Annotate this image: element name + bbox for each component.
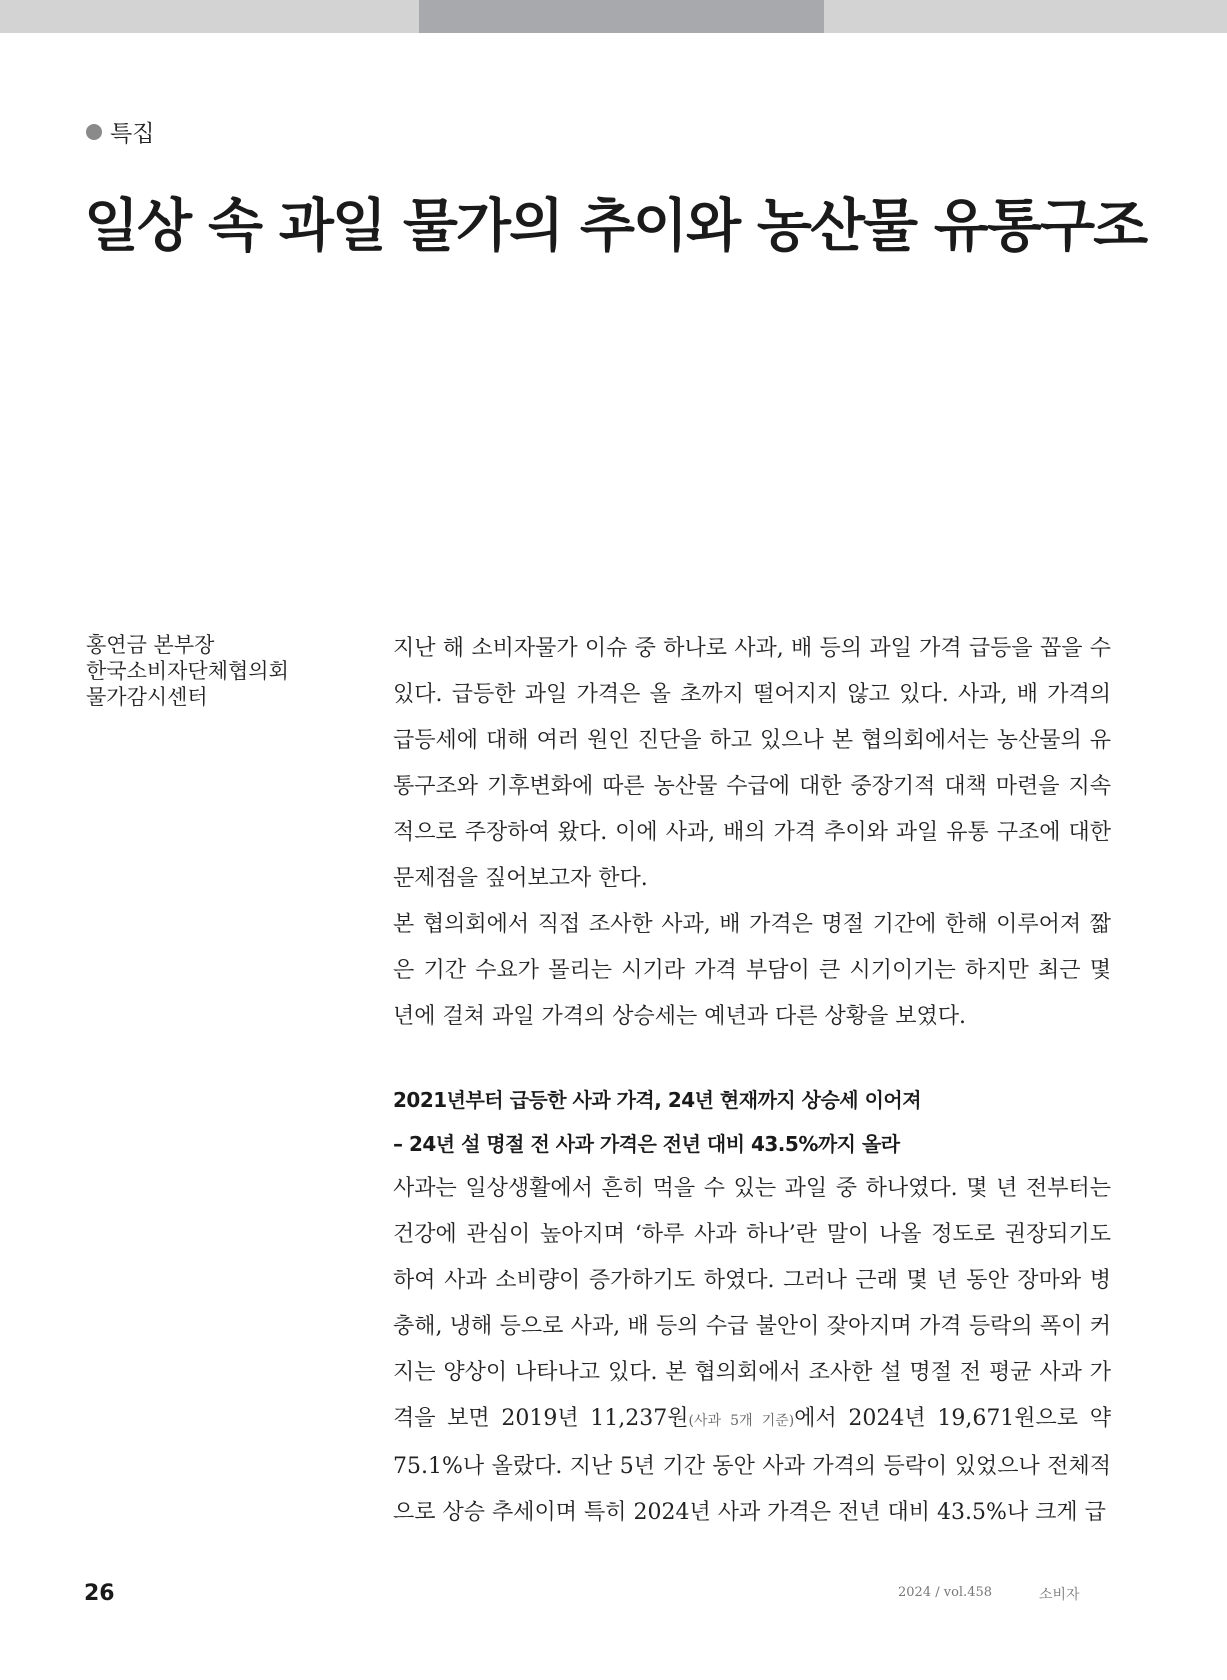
section-tag (86, 115, 154, 148)
subheading: 2021년부터 급등한 사과 가격, 24년 현재까지 상승세 이어져 (393, 1088, 922, 1112)
body-paragraph: 지난 해 소비자물가 이슈 중 하나로 사과, 배 등의 과일 가격 급등을 꼽을 수 있다. 급등한 과일 가격은 올 초까지 떨어지지 않고 있다. 사과, 배 가격의 급등세에 대해 여러 원인 진단을 하고 있으나 본 협의회에서는 농산물의 유통구조와 기후변화에 따른 농산물 수급에 대한 중장기적 대책 마련을 지속적으로 주장하여 왔다. 이에 사과, 배의 가격 추이와 과일 유통 구조에 대한 문제점을 짚어보고자 한다. (393, 636, 1111, 891)
inline-note: (사과 5개 기준) (688, 1413, 795, 1429)
bullet-dot-icon (86, 124, 102, 140)
paragraph-text: 에서 2024년 19,671원으로 약 75.1%나 올랐다. 지난 5년 기간 동안 사과 가격의 등락이 있었으나 전체적으로 상승 추세이며 특히 2024년 사과 가격은 전년 대비 43.5%나 크게 급 (393, 1406, 1111, 1525)
top-color-bar (0, 0, 1227, 33)
author-organization: 한국소비자단체협의회 (86, 659, 289, 683)
body-paragraph (393, 1166, 1111, 1536)
top-color-bar-accent (419, 0, 824, 33)
section-label: 특집 (110, 121, 155, 147)
article-body (393, 626, 1111, 1536)
author-block (86, 632, 289, 710)
magazine-name: 소비자 (1039, 1587, 1080, 1603)
issue-info: 2024 / vol.458 (898, 1585, 993, 1600)
page-title: 일상 속 과일 물가의 추이와 농산물 유통구조 (84, 193, 1147, 259)
subheading-secondary: – 24년 설 명절 전 사과 가격은 전년 대비 43.5%까지 올라 (393, 1132, 900, 1156)
author-name: 홍연금 본부장 (86, 633, 215, 657)
body-paragraph: 본 협의회에서 직접 조사한 사과, 배 가격은 명절 기간에 한해 이루어져 짧은 기간 수요가 몰리는 시기라 가격 부담이 큰 시기이기는 하지만 최근 몇 년에 걸쳐 과일 가격의 상승세는 예년과 다른 상황을 보였다. (393, 912, 1111, 1029)
paragraph-text: 사과는 일상생활에서 흔히 먹을 수 있는 과일 중 하나였다. 몇 년 전부터는 건강에 관심이 높아지며 ‘하루 사과 하나’란 말이 나올 정도로 권장되기도 하여 사과 소비량이 증가하기도 하였다. 그러나 근래 몇 년 동안 장마와 병충해, 냉해 등으로 사과, 배 등의 수급 불안이 잦아지며 가격 등락의 폭이 커지는 양상이 나타나고 있다. 본 협의회에서 조사한 설 명절 전 평균 사과 가격을 보면 2019년 11,237원 (393, 1176, 1111, 1431)
page-number: 26 (84, 1581, 115, 1606)
author-department: 물가감시센터 (86, 685, 208, 709)
